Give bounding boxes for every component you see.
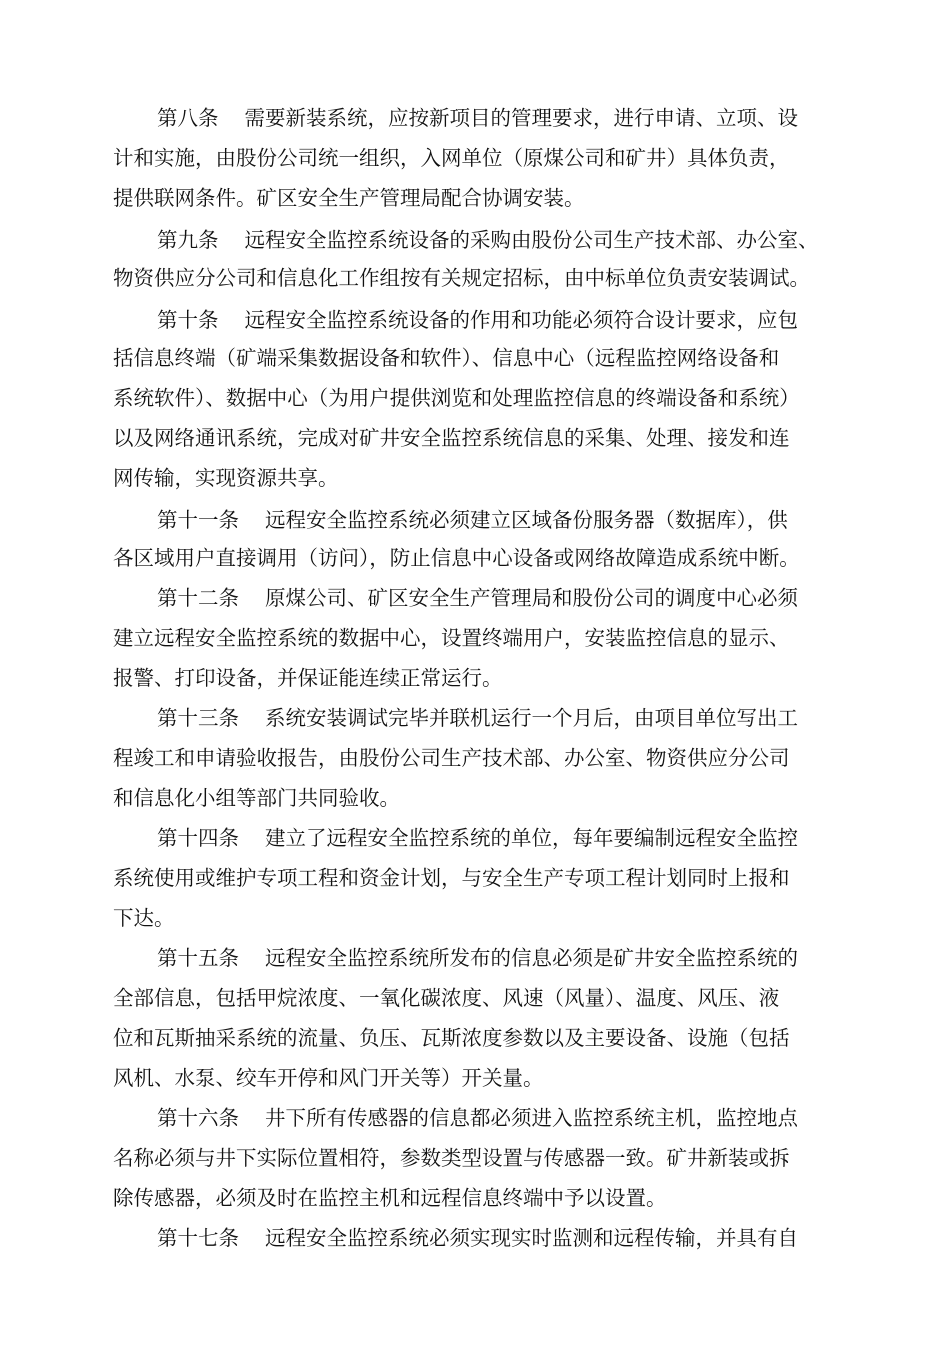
article-text: 远程安全监控系统必须实现实时监测和远程传输，并具有自 — [265, 1226, 798, 1250]
article-15-line-3: 位和瓦斯抽采系统的流量、负压、瓦斯浓度参数以及主要设备、设施（包括 — [113, 1026, 790, 1050]
article-number: 第十四条 — [157, 826, 239, 850]
article-text: 建立了远程安全监控系统的单位，每年要编制远程安全监控 — [265, 826, 798, 850]
article-13-line-1 — [157, 703, 798, 733]
article-11-line-1 — [157, 505, 788, 535]
article-8-line-2: 计和实施，由股份公司统一组织，入网单位（原煤公司和矿井）具体负责， — [113, 146, 790, 170]
article-16-line-1 — [157, 1103, 798, 1133]
article-15-line-4: 风机、水泵、绞车开停和风门开关等）开关量。 — [113, 1066, 544, 1090]
article-number: 第八条 — [157, 106, 219, 130]
article-10-line-2: 括信息终端（矿端采集数据设备和软件）、信息中心（远程监控网络设备和 — [113, 346, 780, 370]
article-15-line-2: 全部信息，包括甲烷浓度、一氧化碳浓度、风速（风量）、温度、风压、液 — [113, 986, 780, 1010]
article-10-line-3: 系统软件）、数据中心（为用户提供浏览和处理监控信息的终端设备和系统） — [113, 386, 800, 410]
article-number: 第十二条 — [157, 586, 239, 610]
article-number: 第九条 — [157, 228, 219, 252]
article-number: 第十三条 — [157, 706, 239, 730]
article-9-line-1 — [157, 225, 819, 255]
article-14-line-1 — [157, 823, 798, 853]
article-number: 第十六条 — [157, 1106, 239, 1130]
article-number: 第十五条 — [157, 946, 239, 970]
article-13-line-2: 程竣工和申请验收报告，由股份公司生产技术部、办公室、物资供应分公司 — [113, 746, 790, 770]
article-number: 第十条 — [157, 308, 219, 332]
article-14-line-2: 系统使用或维护专项工程和资金计划，与安全生产专项工程计划同时上报和 — [113, 866, 790, 890]
article-text: 远程安全监控系统必须建立区域备份服务器（数据库），供 — [265, 508, 788, 532]
article-14-line-3: 下达。 — [113, 906, 175, 930]
article-12-line-3: 报警、打印设备，并保证能连续正常运行。 — [113, 666, 503, 690]
article-10-line-4: 以及网络通讯系统，完成对矿井安全监控系统信息的采集、处理、接发和连 — [113, 426, 790, 450]
article-10-line-1 — [157, 305, 798, 335]
article-text: 远程安全监控系统设备的采购由股份公司生产技术部、办公室、 — [244, 228, 819, 252]
article-17-line-1 — [157, 1223, 798, 1253]
article-text: 原煤公司、矿区安全生产管理局和股份公司的调度中心必须 — [265, 586, 798, 610]
article-12-line-1 — [157, 583, 798, 613]
article-8-line-1 — [157, 103, 798, 133]
article-16-line-2: 名称必须与井下实际位置相符，参数类型设置与传感器一致。矿井新装或拆 — [113, 1146, 790, 1170]
article-8-line-3: 提供联网条件。矿区安全生产管理局配合协调安装。 — [113, 186, 585, 210]
article-12-line-2: 建立远程安全监控系统的数据中心，设置终端用户，安装监控信息的显示、 — [113, 626, 790, 650]
article-16-line-3: 除传感器，必须及时在监控主机和远程信息终端中予以设置。 — [113, 1186, 667, 1210]
article-number: 第十一条 — [157, 508, 239, 532]
article-text: 远程安全监控系统所发布的信息必须是矿井安全监控系统的 — [265, 946, 798, 970]
article-11-line-2: 各区域用户直接调用（访问），防止信息中心设备或网络故障造成系统中断。 — [113, 546, 800, 570]
article-15-line-1 — [157, 943, 798, 973]
article-text: 系统安装调试完毕并联机运行一个月后，由项目单位写出工 — [265, 706, 798, 730]
article-9-line-2: 物资供应分公司和信息化工作组按有关规定招标，由中标单位负责安装调试。 — [113, 266, 810, 290]
article-13-line-3: 和信息化小组等部门共同验收。 — [113, 786, 400, 810]
article-text: 需要新装系统，应按新项目的管理要求，进行申请、立项、设 — [244, 106, 798, 130]
article-10-line-5: 网传输，实现资源共享。 — [113, 466, 339, 490]
article-number: 第十七条 — [157, 1226, 239, 1250]
article-text: 井下所有传感器的信息都必须进入监控系统主机，监控地点 — [265, 1106, 798, 1130]
article-text: 远程安全监控系统设备的作用和功能必须符合设计要求，应包 — [244, 308, 798, 332]
